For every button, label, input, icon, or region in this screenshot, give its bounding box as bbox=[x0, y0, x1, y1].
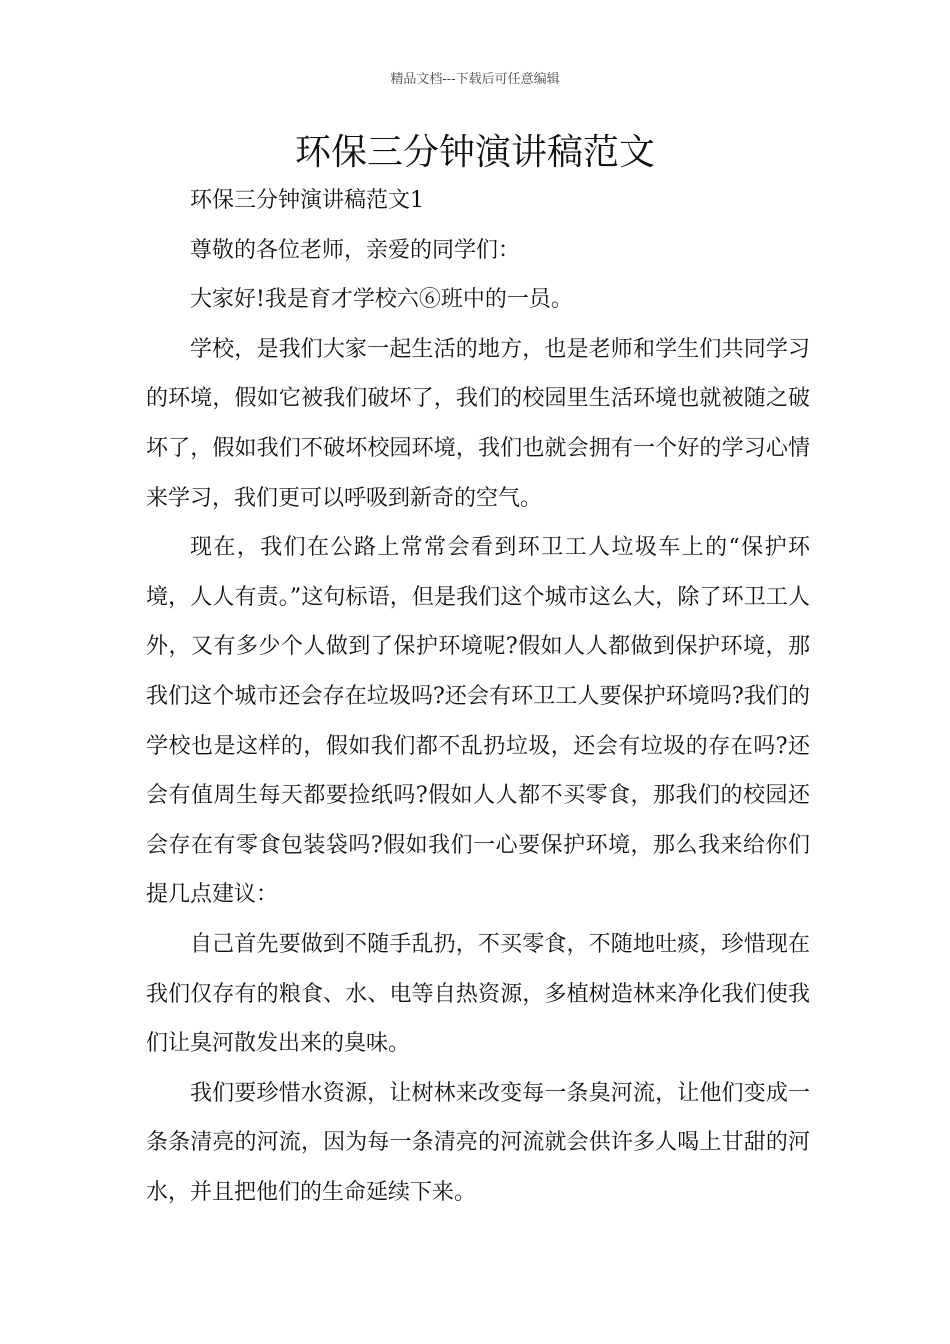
document-body bbox=[146, 176, 810, 1217]
document-title: 环保三分钟演讲稿范文 bbox=[294, 132, 655, 173]
paragraph-intro: 大家好!我是育才学校六⑥班中的一员。 bbox=[190, 287, 573, 313]
paragraph: 我们要珍惜水资源，让树林来改变每一条臭河流，让他们变成一条条清亮的河流，因为每一条清亮的河流就会供许多人喝上甘甜的河水，并且把他们的生命延续下来。 bbox=[146, 1080, 810, 1205]
paragraph: 自己首先要做到不随手乱扔，不买零食，不随地吐痰，珍惜现在我们仅存有的粮食、水、电等自热资源，多植树造林来净化我们使我们让臭河散发出来的臭味。 bbox=[146, 931, 810, 1057]
paragraph-subtitle: 环保三分钟演讲稿范文1 bbox=[190, 188, 424, 213]
paragraph: 现在，我们在公路上常常会看到环卫工人垃圾车上的“保护环境，人人有责。”这句标语，但是我们这个城市这么大，除了环卫工人外，又有多少个人做到了保护环境呢?假如人人都做到保护环境，那我们这个城市还会存在垃圾吗?还会有环卫工人要保护环境吗?我们的学校也是这样的，假如我们都不乱扔垃圾，还会有垃圾的存在吗?还会有值周生每天都要捡纸吗?假如人人都不买零食，那我们的校园还会存在有零食包装袋吗?假如我们一心要保护环境，那么我来给你们提几点建议： bbox=[146, 535, 810, 908]
paragraph: 学校，是我们大家一起生活的地方，也是老师和学生们共同学习的环境，假如它被我们破坏了，我们的校园里生活环境也就被随之破坏了，假如我们不破坏校园环境，我们也就会拥有一个好的学习心情来学习，我们更可以呼吸到新奇的空气。 bbox=[146, 336, 810, 511]
header-note: 精品文档---下载后可任意编辑 bbox=[390, 72, 560, 87]
paragraph-greeting: 尊敬的各位老师，亲爱的同学们： bbox=[190, 237, 521, 263]
